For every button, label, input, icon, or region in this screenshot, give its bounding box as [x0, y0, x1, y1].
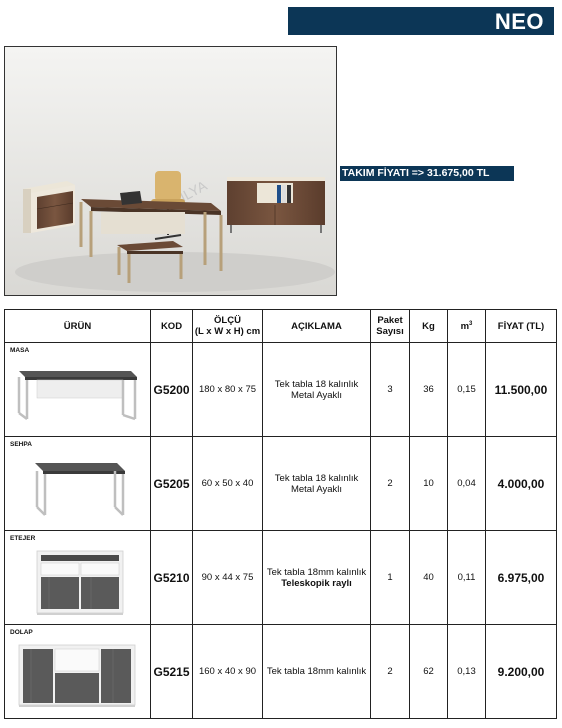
- size-cell: 160 x 40 x 90: [193, 625, 263, 719]
- price-cell: 6.975,00: [486, 531, 557, 625]
- code-cell: G5210: [151, 531, 193, 625]
- category-name: ETEJER: [10, 535, 36, 542]
- packages-cell: 3: [371, 343, 410, 437]
- header-size: ÖLÇÜ (L x W x H) cm: [193, 310, 263, 343]
- product-cell: [5, 437, 151, 531]
- size-cell: 90 x 44 x 75: [193, 531, 263, 625]
- code-cell: G5200: [151, 343, 193, 437]
- size-cell: 180 x 80 x 75: [193, 343, 263, 437]
- packages-cell: 2: [371, 437, 410, 531]
- coffee-table-image: [13, 451, 141, 523]
- table-row: [5, 437, 557, 531]
- header-description: AÇIKLAMA: [263, 310, 371, 343]
- table-header-row: [5, 310, 557, 343]
- packages-cell: 2: [371, 625, 410, 719]
- brand-title: NEO: [494, 9, 544, 34]
- sideboard-image: [13, 639, 141, 711]
- description-cell: Tek tabla 18 kalınlık Metal Ayaklı: [263, 437, 371, 531]
- kg-cell: 10: [410, 437, 448, 531]
- description-cell: Tek tabla 18 kalınlık Metal Ayaklı: [263, 343, 371, 437]
- code-cell: G5205: [151, 437, 193, 531]
- table-row: [5, 625, 557, 719]
- kg-cell: 40: [410, 531, 448, 625]
- shelf-cabinet-image: [13, 545, 141, 617]
- product-cell: [5, 531, 151, 625]
- kg-cell: 36: [410, 343, 448, 437]
- category-name: SEHPA: [10, 441, 32, 448]
- description-cell: Tek tabla 18mm kalınlık Teleskopik raylı: [263, 531, 371, 625]
- table-row: [5, 531, 557, 625]
- table-row: [5, 343, 557, 437]
- header-product: ÜRÜN: [5, 310, 151, 343]
- brand-bar: [288, 7, 554, 35]
- price-cell: 4.000,00: [486, 437, 557, 531]
- header-price: FİYAT (TL): [486, 310, 557, 343]
- code-cell: G5215: [151, 625, 193, 719]
- price-cell: 11.500,00: [486, 343, 557, 437]
- product-cell: [5, 625, 151, 719]
- volume-cell: 0,11: [448, 531, 486, 625]
- furniture-set-illustration: [5, 47, 337, 296]
- category-name: DOLAP: [10, 629, 33, 636]
- description-cell: Tek tabla 18mm kalınlık: [263, 625, 371, 719]
- category-name: MASA: [10, 347, 30, 354]
- desk-image: [13, 357, 141, 429]
- product-table: [4, 309, 557, 719]
- price-cell: 9.200,00: [486, 625, 557, 719]
- kg-cell: 62: [410, 625, 448, 719]
- header-kg: Kg: [410, 310, 448, 343]
- product-cell: [5, 343, 151, 437]
- volume-cell: 0,13: [448, 625, 486, 719]
- header-packages: Paket Sayısı: [371, 310, 410, 343]
- hero-image: [4, 46, 337, 296]
- header-code: KOD: [151, 310, 193, 343]
- header-volume: $m^3$: [448, 310, 486, 343]
- set-price-label: TAKIM FİYATI => 31.675,00 TL: [340, 166, 514, 181]
- packages-cell: 1: [371, 531, 410, 625]
- size-cell: 60 x 50 x 40: [193, 437, 263, 531]
- volume-cell: 0,15: [448, 343, 486, 437]
- volume-cell: 0,04: [448, 437, 486, 531]
